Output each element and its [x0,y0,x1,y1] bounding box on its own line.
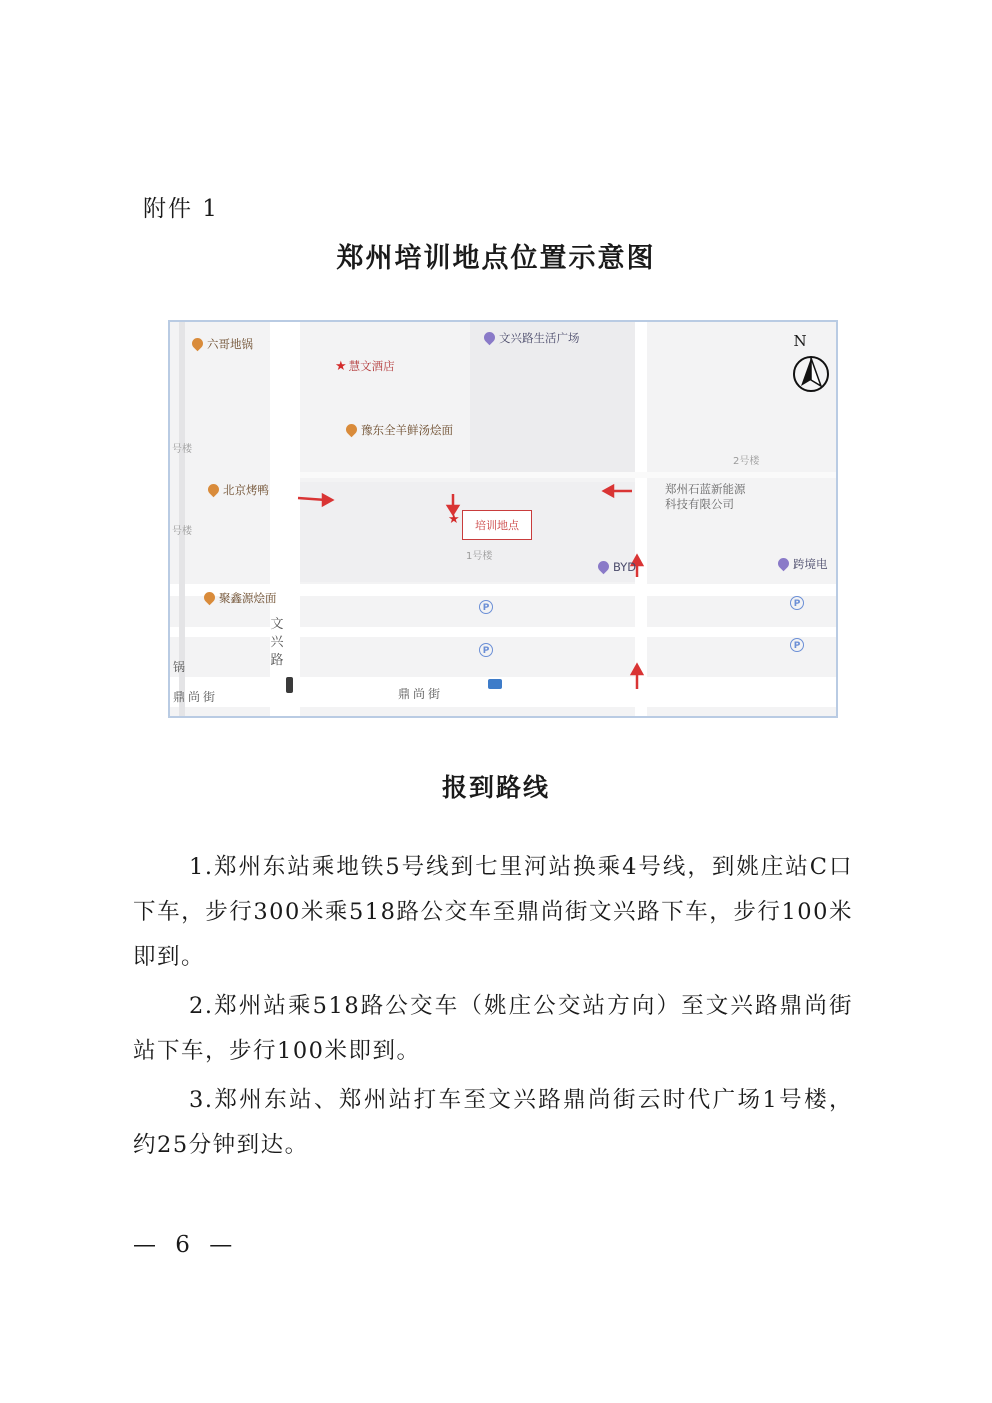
star-icon: ★ [448,512,460,527]
location-map [168,320,838,718]
poi-byd: BYD [598,560,636,574]
route-heading: 报到路线 [441,773,550,802]
building-2-label: 2号楼 [733,456,760,467]
parking-icon: P [479,600,493,614]
parking-icon: P [479,643,493,657]
poi-liuge: 六哥地锅 [192,336,253,352]
training-location-label: 培训地点 [462,510,532,540]
building-left-top-label: 号楼 [172,444,192,455]
poi-kuajing: 跨境电 [778,556,828,572]
map-pin-icon [596,559,612,575]
north-indicator [780,332,820,350]
left-edge-label: 锅 [173,660,189,674]
map-pin-icon [190,336,206,352]
poi-yudong: 豫东全羊鲜汤烩面 [346,422,453,438]
poi-shilan: 郑州石蓝新能源 科技有限公司 [665,482,746,511]
attachment-label: 附件 1 [143,196,219,222]
training-star [448,512,462,527]
parking-icon: P [790,638,804,652]
star-icon: ★ [335,359,347,374]
road-dingshang-mid-label: 鼎尚街 [398,687,444,701]
map-pin-icon [776,556,792,572]
road-wenxing-label: 文 兴 路 [270,617,284,668]
page-number: — 6 — [133,1232,239,1258]
map-pin-icon [344,422,360,438]
poi-huiwen: ★ 慧文酒店 [335,359,395,374]
page-title: 郑州培训地点位置示意图 [336,243,656,274]
map-pin-icon [202,590,218,606]
route-item-1: 1.郑州东站乘地铁5号线到七里河站换乘4号线，到姚庄站C口下车，步行300米乘518路公交车至鼎尚街文兴路下车，步行100米即到。 [133,854,853,970]
map-pin-icon [206,482,222,498]
building-1-label: 1号楼 [466,551,493,562]
parking-icon: P [790,596,804,610]
route-item-3: 3.郑州东站、郑州站打车至文兴路鼎尚街云时代广场1号楼，约25分钟到达。 [133,1087,853,1158]
poi-wenxing-square: 文兴路生活广场 [484,330,580,346]
poi-juxin: 聚鑫源烩面 [204,590,277,606]
building-left-bottom-label: 号楼 [172,526,192,537]
poi-beijing-duck: 北京烤鸭 [208,482,269,498]
route-item-2: 2.郑州站乘518路公交车（姚庄公交站方向）至文兴路鼎尚街站下车，步行100米即到。 [133,993,853,1064]
north-label: N [793,332,807,350]
road-dingshang-left-label: 鼎尚街 [173,690,219,704]
map-pin-icon [482,330,498,346]
